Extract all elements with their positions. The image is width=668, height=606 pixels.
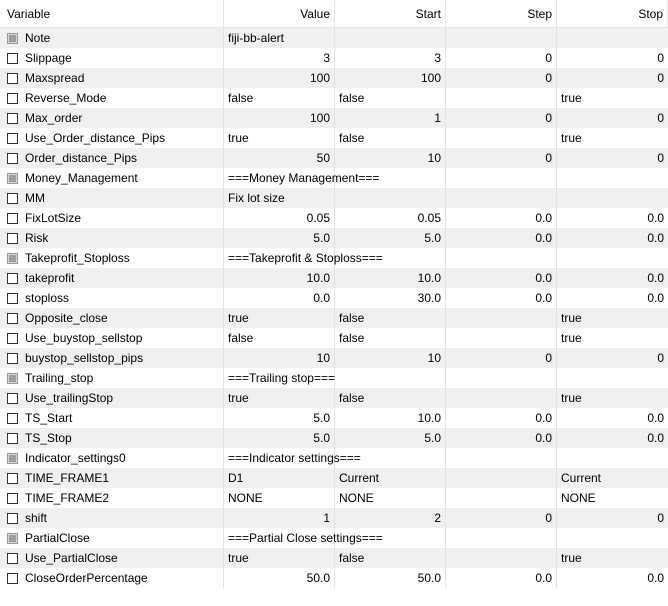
optimize-checkbox[interactable] [7,393,18,404]
value-cell[interactable]: NONE [224,488,335,508]
table-row[interactable] [0,208,668,228]
start-cell[interactable]: Current [335,468,446,488]
optimize-checkbox[interactable] [7,113,18,124]
stop-cell[interactable]: 0 [657,71,664,85]
table-row[interactable] [0,188,668,208]
optimize-checkbox[interactable] [7,473,18,484]
step-cell[interactable]: 0 [446,48,557,68]
value-cell[interactable]: 0.05 [224,208,335,228]
value-cell[interactable]: 1 [224,508,335,528]
value-cell[interactable]: 5.0 [224,228,335,248]
variable-cell [0,468,224,488]
stop-cell[interactable]: 0.0 [647,271,664,285]
value-cell[interactable]: ===Partial Close settings=== [224,528,335,548]
table-row[interactable] [0,248,668,268]
table-row[interactable] [0,548,668,568]
step-cell[interactable]: 0.0 [446,408,557,428]
step-cell[interactable] [446,488,557,508]
stop-cell[interactable]: true [561,331,582,345]
step-cell[interactable] [446,28,557,48]
table-row[interactable] [0,508,668,528]
step-cell[interactable]: 0.0 [446,288,557,308]
optimize-checkbox[interactable] [7,413,18,424]
stop-cell[interactable] [557,448,668,468]
value-cell[interactable]: true [224,548,335,568]
optimize-checkbox[interactable] [7,553,18,564]
variable-cell [0,168,224,188]
variable-cell [0,288,224,308]
variable-name: Use_PartialClose [25,551,118,565]
start-cell[interactable]: 30.0 [335,288,446,308]
step-cell[interactable] [446,388,557,408]
stop-cell[interactable]: Current [561,471,602,485]
stop-cell[interactable]: true [561,131,582,145]
step-cell[interactable] [446,368,557,388]
value-cell[interactable]: 100 [224,108,335,128]
variable-name: CloseOrderPercentage [25,571,148,585]
variable-cell [0,348,224,368]
value-cell[interactable]: ===Trailing stop=== [224,368,335,388]
start-cell[interactable]: 10.0 [335,408,446,428]
optimize-checkbox [7,33,18,44]
variable-name: Trailing_stop [25,371,94,385]
step-cell[interactable] [446,328,557,348]
optimize-checkbox[interactable] [7,213,18,224]
value-cell[interactable]: 5.0 [224,428,335,448]
stop-cell[interactable]: 0 [657,51,664,65]
variable-name: Use_Order_distance_Pips [25,131,166,145]
step-cell[interactable] [446,548,557,568]
variable-cell [0,528,224,548]
variable-cell [0,88,224,108]
stop-cell[interactable]: 0.0 [647,211,664,225]
optimize-checkbox[interactable] [7,93,18,104]
variable-cell [0,228,224,248]
start-cell[interactable]: false [335,128,446,148]
table-row[interactable] [0,388,668,408]
start-cell[interactable] [335,368,446,388]
step-cell[interactable]: 0 [446,108,557,128]
variable-cell [0,308,224,328]
step-cell[interactable]: 0.0 [446,208,557,228]
column-header-value[interactable]: Value [224,0,335,27]
variable-name: Takeprofit_Stoploss [25,251,130,265]
variable-name: Money_Management [25,171,138,185]
optimize-checkbox[interactable] [7,133,18,144]
stop-cell[interactable] [557,248,668,268]
stop-cell[interactable]: true [561,91,582,105]
variable-name: stoploss [25,291,70,305]
stop-cell[interactable]: 0 [657,151,664,165]
variable-cell [0,548,224,568]
stop-cell[interactable] [557,168,668,188]
step-cell[interactable] [446,88,557,108]
stop-cell[interactable]: 0.0 [647,411,664,425]
start-cell[interactable]: false [335,548,446,568]
value-cell[interactable]: true [224,128,335,148]
optimize-checkbox[interactable] [7,353,18,364]
variable-name: Note [25,31,51,45]
value-cell[interactable]: D1 [224,468,335,488]
stop-cell[interactable]: true [561,551,582,565]
stop-cell[interactable]: 0.0 [647,291,664,305]
start-cell[interactable]: 5.0 [335,428,446,448]
value-cell[interactable]: ===Money Management=== [224,168,335,188]
step-cell[interactable]: 0.0 [446,228,557,248]
table-row[interactable] [0,568,668,588]
stop-cell[interactable] [557,28,668,48]
optimize-checkbox[interactable] [7,333,18,344]
variable-cell [0,428,224,448]
table-row[interactable] [0,288,668,308]
variable-name: TIME_FRAME1 [25,471,110,485]
variable-cell [0,108,224,128]
step-cell[interactable]: 0 [446,68,557,88]
table-row[interactable] [0,428,668,448]
table-row[interactable] [0,468,668,488]
start-cell[interactable] [335,188,446,208]
stop-cell[interactable]: true [561,391,582,405]
stop-cell[interactable] [557,188,668,208]
variable-name: Maxspread [25,71,85,85]
value-cell[interactable]: 100 [224,68,335,88]
value-cell[interactable]: 0.0 [224,288,335,308]
column-header-variable[interactable]: Variable [0,0,224,27]
optimize-checkbox[interactable] [7,513,18,524]
start-cell[interactable] [335,448,446,468]
optimize-checkbox[interactable] [7,73,18,84]
variable-name: TS_Stop [25,431,72,445]
optimize-checkbox[interactable] [7,273,18,284]
variable-cell [0,48,224,68]
variable-name: Slippage [25,51,72,65]
step-cell[interactable] [446,468,557,488]
table-row[interactable] [0,528,668,548]
step-cell[interactable] [446,248,557,268]
stop-cell[interactable]: 0 [657,111,664,125]
start-cell[interactable]: 5.0 [335,228,446,248]
step-cell[interactable]: 0 [446,148,557,168]
start-cell[interactable]: false [335,88,446,108]
variable-name: Max_order [25,111,83,125]
table-row[interactable] [0,68,668,88]
stop-cell[interactable]: 0.0 [647,431,664,445]
start-cell[interactable]: 10 [335,148,446,168]
value-cell[interactable]: 10 [224,348,335,368]
optimize-checkbox[interactable] [7,293,18,304]
variable-cell [0,388,224,408]
table-row[interactable] [0,168,668,188]
variable-name: Use_trailingStop [25,391,114,405]
variable-cell [0,328,224,348]
stop-cell[interactable]: 0 [657,511,664,525]
optimize-checkbox [7,533,18,544]
optimize-checkbox[interactable] [7,433,18,444]
step-cell[interactable]: 0.0 [446,428,557,448]
value-cell[interactable]: false [224,88,335,108]
table-row[interactable] [0,148,668,168]
column-header-stop[interactable]: Stop [557,0,668,27]
variable-name: Reverse_Mode [25,91,107,105]
stop-cell[interactable]: true [561,311,582,325]
start-cell[interactable]: 1 [335,108,446,128]
table-row[interactable] [0,488,668,508]
variable-cell [0,188,224,208]
step-cell[interactable] [446,188,557,208]
variable-cell [0,448,224,468]
start-cell[interactable]: 100 [335,68,446,88]
header-row [0,0,668,28]
value-cell[interactable]: ===Takeprofit & Stoploss=== [224,248,335,268]
variable-name: Use_buystop_sellstop [25,331,143,345]
start-cell[interactable]: 10.0 [335,268,446,288]
step-cell[interactable] [446,308,557,328]
step-cell[interactable] [446,448,557,468]
variable-cell [0,368,224,388]
variable-cell [0,28,224,48]
variable-name: Order_distance_Pips [25,151,138,165]
variable-name: TS_Start [25,411,73,425]
table-row[interactable] [0,328,668,348]
variable-name: TIME_FRAME2 [25,491,110,505]
variable-name: FixLotSize [25,211,82,225]
start-cell[interactable] [335,248,446,268]
stop-cell[interactable]: 0.0 [647,571,664,585]
start-cell[interactable]: 3 [335,48,446,68]
variable-cell [0,128,224,148]
step-cell[interactable]: 0 [446,348,557,368]
value-cell[interactable]: false [224,328,335,348]
variable-name: Indicator_settings0 [25,451,126,465]
optimize-checkbox[interactable] [7,493,18,504]
stop-cell[interactable] [557,528,668,548]
value-cell[interactable]: 50.0 [224,568,335,588]
step-cell[interactable] [446,528,557,548]
variable-cell [0,508,224,528]
value-cell[interactable]: true [224,308,335,328]
start-cell[interactable]: false [335,388,446,408]
variable-cell [0,408,224,428]
variable-name: Opposite_close [25,311,108,325]
table-row[interactable] [0,228,668,248]
optimize-checkbox [7,453,18,464]
stop-cell[interactable] [557,368,668,388]
table-row[interactable] [0,308,668,328]
start-cell[interactable] [335,528,446,548]
table-row[interactable] [0,88,668,108]
variable-cell [0,208,224,228]
optimize-checkbox[interactable] [7,153,18,164]
start-cell[interactable] [335,28,446,48]
stop-cell[interactable]: NONE [561,491,596,505]
step-cell[interactable]: 0.0 [446,568,557,588]
value-cell[interactable]: 50 [224,148,335,168]
table-row[interactable] [0,28,668,48]
start-cell[interactable]: false [335,328,446,348]
value-cell[interactable]: ===Indicator settings=== [224,448,335,468]
optimize-checkbox[interactable] [7,233,18,244]
value-cell[interactable]: true [224,388,335,408]
value-cell[interactable]: fiji-bb-alert [224,28,335,48]
start-cell[interactable]: 2 [335,508,446,528]
step-cell[interactable]: 0 [446,508,557,528]
optimize-checkbox [7,173,18,184]
start-cell[interactable]: 0.05 [335,208,446,228]
step-cell[interactable]: 0.0 [446,268,557,288]
table-row[interactable] [0,268,668,288]
table-row[interactable] [0,48,668,68]
table-row[interactable] [0,368,668,388]
stop-cell[interactable]: 0.0 [647,231,664,245]
start-cell[interactable]: false [335,308,446,328]
variable-name: MM [25,191,45,205]
optimize-checkbox[interactable] [7,313,18,324]
step-cell[interactable] [446,128,557,148]
variable-cell [0,568,224,588]
start-cell[interactable]: NONE [335,488,446,508]
start-cell[interactable]: 10 [335,348,446,368]
optimize-checkbox[interactable] [7,193,18,204]
step-cell[interactable] [446,168,557,188]
variable-cell [0,248,224,268]
table-row[interactable] [0,448,668,468]
start-cell[interactable]: 50.0 [335,568,446,588]
variable-name: PartialClose [25,531,90,545]
value-cell[interactable]: Fix lot size [224,188,335,208]
column-header-step[interactable]: Step [446,0,557,27]
column-header-start[interactable]: Start [335,0,446,27]
table-row[interactable] [0,108,668,128]
table-row[interactable] [0,128,668,148]
optimize-checkbox[interactable] [7,573,18,584]
parameter-rows [0,28,668,588]
optimize-checkbox [7,253,18,264]
variable-name: buystop_sellstop_pips [25,351,144,365]
variable-cell [0,488,224,508]
value-cell[interactable]: 10.0 [224,268,335,288]
optimize-checkbox[interactable] [7,53,18,64]
variable-cell [0,68,224,88]
variable-name: takeprofit [25,271,75,285]
optimize-checkbox [7,373,18,384]
variable-cell [0,148,224,168]
variable-name: Risk [25,231,49,245]
start-cell[interactable] [335,168,446,188]
variable-name: shift [25,511,48,525]
stop-cell[interactable]: 0 [657,351,664,365]
value-cell[interactable]: 3 [224,48,335,68]
value-cell[interactable]: 5.0 [224,408,335,428]
table-row[interactable] [0,408,668,428]
table-row[interactable] [0,348,668,368]
variable-cell [0,268,224,288]
